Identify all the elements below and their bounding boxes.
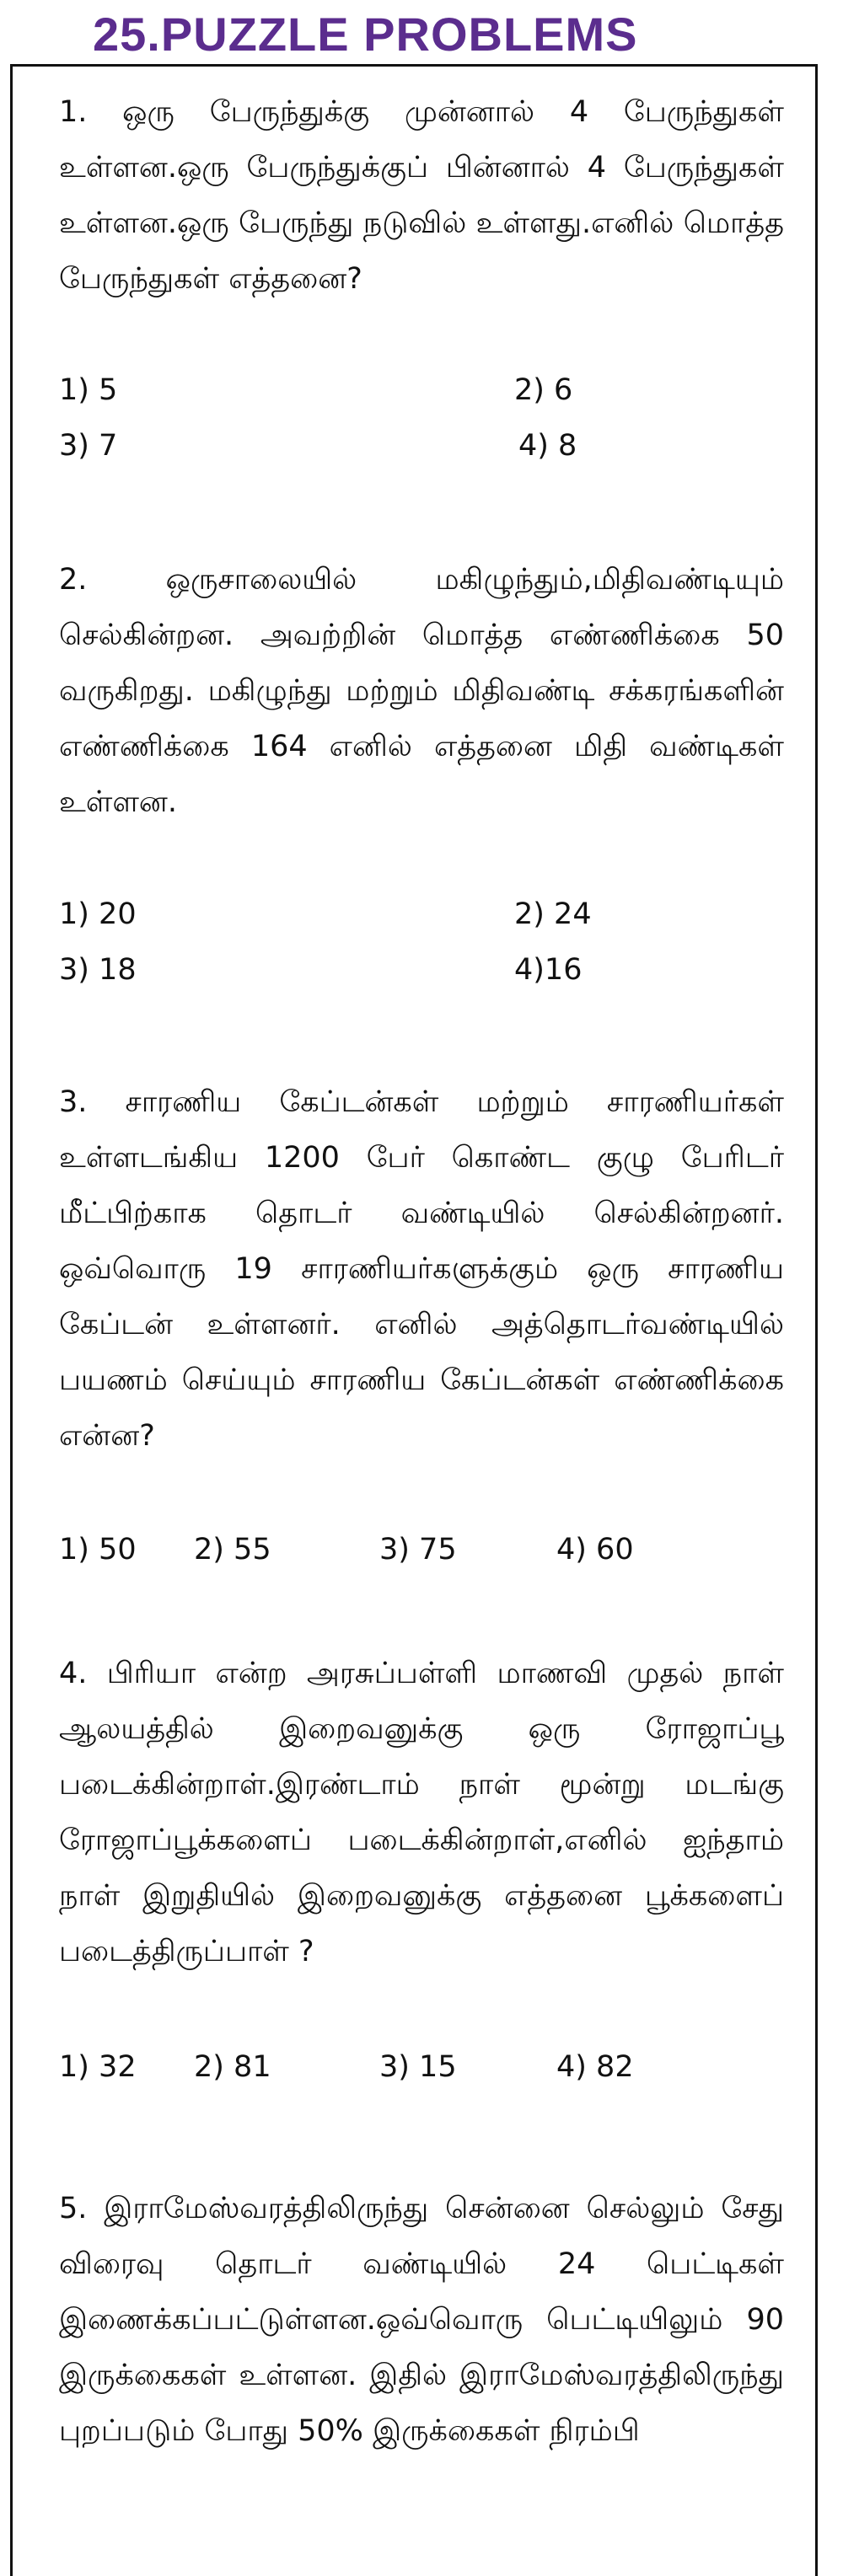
question-1-text: 1. ஒரு பேருந்துக்கு முன்னால் 4 பேருந்துகள் உள்ளன.ஒரு பேருந்துக்குப் பின்னால் 4 பேருந்துகள் உள்ளன.ஒரு பேருந்து நடுவில் உள்ளது.எனில் மொத்த பேருந்துகள் எத்தனை?: [59, 95, 784, 296]
question-4-options: [59, 2039, 784, 2095]
q2-option-3: 3) 18: [59, 953, 137, 987]
q3-option-2: 2) 55: [194, 1533, 271, 1566]
q1-option-3: 3) 7: [59, 429, 118, 463]
q4-option-3: 3) 15: [379, 2050, 457, 2084]
question-5-text: 5. இராமேஸ்வரத்திலிருந்து சென்னை செல்லும் சேது விரைவு தொடர் வண்டியில் 24 பெட்டிகள் இணைக்கப்பட்டுள்ளன.ஒவ்வொரு பெட்டியிலும் 90 இருக்கைகள் உள்ளன. இதில் இராமேஸ்வரத்திலிருந்து புறப்படும் போது 50% இருக்கைகள் நிரம்பி: [59, 2192, 784, 2448]
question-2-options: [59, 886, 784, 998]
question-3-options: [59, 1522, 784, 1577]
question-2-text: 2. ஒருசாலையில் மகிழுந்தும்,மிதிவண்டியும் செல்கின்றன. அவற்றின் மொத்த எண்ணிக்கை 50 வருகிறது. மகிழுந்து மற்றும் மிதிவண்டி சக்கரங்களின் எண்ணிக்கை 164 எனில் எத்தனை மிதி வண்டிகள் உள்ளன.: [59, 563, 784, 819]
question-4-text: 4. பிரியா என்ற அரசுப்பள்ளி மாணவி முதல் நாள் ஆலயத்தில் இறைவனுக்கு ஒரு ரோஜாப்பூ படைக்கின்றாள்.இரண்டாம் நாள் மூன்று மடங்கு ரோஜாப்பூக்களைப் படைக்கின்றாள்,எனில் ஐந்தாம் நாள் இறுதியில் இறைவனுக்கு எத்தனை பூக்களைப் படைத்திருப்பாள் ?: [59, 1657, 784, 1968]
q3-option-4: 4) 60: [556, 1533, 634, 1566]
question-3-text: 3. சாரணிய கேப்டன்கள் மற்றும் சாரணியர்கள் உள்ளடங்கிய 1200 பேர் கொண்ட குழு பேரிடர் மீட்பிற்காக தொடர் வண்டியில் செல்கின்றனர். ஒவ்வொரு 19 சாரணியர்களுக்கும் ஒரு சாரணிய கேப்டன் உள்ளனர். எனில் அத்தொடர்வண்டியில் பயணம் செய்யும் சாரணிய கேப்டன்கள் எண்ணிக்கை என்ன?: [59, 1085, 784, 1453]
q2-option-1: 1) 20: [59, 897, 137, 931]
q4-option-2: 2) 81: [194, 2050, 271, 2084]
q2-option-2: 2) 24: [514, 897, 592, 931]
q1-option-4: 4) 8: [518, 429, 577, 463]
q1-option-1: 1) 5: [59, 373, 118, 407]
page-title: 25.PUZZLE PROBLEMS: [93, 8, 638, 61]
q1-option-2: 2) 6: [514, 373, 573, 407]
q3-option-1: 1) 50: [59, 1533, 137, 1566]
q3-option-3: 3) 75: [379, 1533, 457, 1566]
q4-option-1: 1) 32: [59, 2050, 137, 2084]
q2-option-4: 4)16: [514, 953, 583, 987]
question-1-options: [59, 362, 784, 474]
q4-option-4: 4) 82: [556, 2050, 634, 2084]
